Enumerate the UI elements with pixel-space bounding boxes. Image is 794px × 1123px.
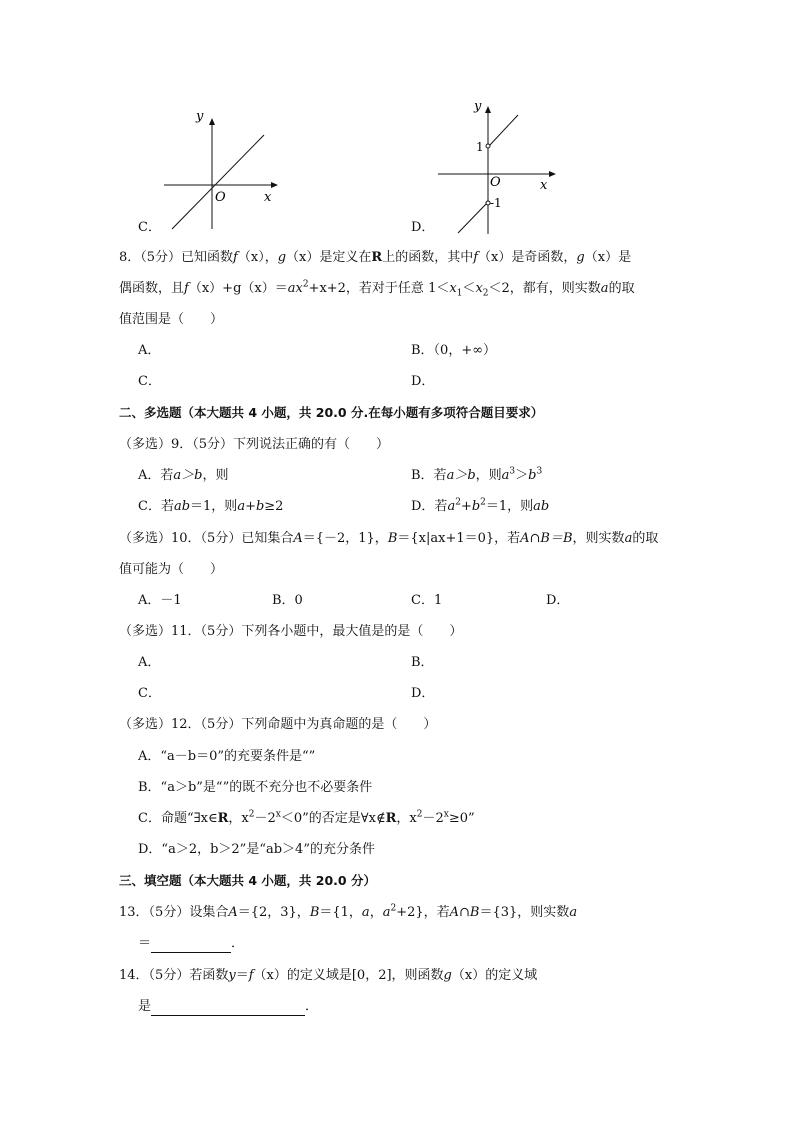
q12-option-c: C．命题“∃x∈R，$x^2-2^x<0$”的否定是∀x∉R，$x^2-2^x\ge 0$” [138,809,475,826]
y-label: y [196,109,204,124]
q9-option-a: A．若a＞b，则 [138,468,229,483]
q10-option-c: C．1 [411,593,443,608]
graph-option-d [434,96,564,236]
q9-option-d: D．若$a^2+b^2=1$，则ab [411,497,550,514]
origin-label: O [215,190,226,205]
tick-label-1: 1 [476,140,484,154]
q10-option-b: B．0 [272,593,303,608]
y-axis-arrow-icon [485,106,491,113]
q8-line3: 值范围是（ ） [119,312,224,327]
q10-line1: （多选）10．（5分）已知集合A＝{－2，1}，B＝{x|ax+1＝0}，若A∩B＝B，则实数a的取 [119,531,659,546]
section-3-heading: 三、填空题（本大题共 4 小题，共 20.0 分） [119,873,376,888]
q11-option-c: C． [138,686,161,701]
graph-upper-branch [489,115,518,146]
q12-option-b: B．“a＞b”是“”的既不充分也不必要条件 [138,780,373,795]
y-axis-arrow-icon [209,118,215,125]
x-label: x [264,190,272,205]
q12-option-a: A．“a－b＝0”的充要条件是“” [138,749,316,764]
q9-stem: （多选）9．（5分）下列说法正确的有（ ） [119,437,390,452]
q9-option-c: C．若ab＝1，则a+b≥2 [138,499,284,514]
q11-option-d: D． [411,686,435,701]
x-label: x [540,178,548,193]
y-label: y [474,99,482,114]
graph-lower-branch [458,203,487,233]
q9-option-b: B．若a＞b，则$a^3>b^3$ [411,466,543,483]
q14-line2: 是 ． [138,999,319,1014]
origin-label: O [490,175,501,190]
q8-option-b: B．（0，+∞） [411,343,497,358]
tick-label-minus1: -1 [490,196,502,210]
q11-option-b: B． [411,655,434,670]
section-2-heading: 二、多选题（本大题共 4 小题，共 20.0 分.在每小题有多项符合题目要求） [119,405,544,420]
q11-stem: （多选）11．（5分）下列各小题中，最大值是的是（ ） [119,624,463,639]
q8-option-d: D． [411,374,435,389]
q11-option-a: A． [138,655,161,670]
graph-option-c [160,105,285,235]
q8-option-a: A． [138,343,161,358]
q13-line2: ＝ ． [138,936,245,951]
q8-option-c: C． [138,374,161,389]
open-point-upper [486,144,490,148]
q14-answer-blank[interactable] [151,1001,305,1016]
q8-line2: 偶函数，且$f(x)+g(x)=ax^2+x+2$，若对于任意 $1<x_1<x_2<2$，都有，则实数a的取 [119,279,635,299]
q14-line1: 14．（5分）若函数y＝f（x）的定义域是[0，2]，则函数g（x）的定义域 [119,968,538,983]
option-d-label: D． [411,220,435,235]
q8-line1: 8．（5分）已知函数f（x），g（x）是定义在R上的函数，其中f（x）是奇函数，g（x）是 [119,250,632,265]
x-axis-arrow-icon [549,171,556,177]
q12-stem: （多选）12．（5分）下列命题中为真命题的是（ ） [119,717,437,732]
option-c-label: C． [138,220,161,235]
q13-line1: 13．（5分）设集合A＝{2，3}，B＝{1，a，$a^2+2$}，若A∩B＝{3}，则实数a [119,903,578,920]
x-axis-arrow-icon [271,182,278,188]
q10-option-d: D． [546,593,570,608]
q10-line2: 值可能为（ ） [119,562,224,577]
q13-answer-blank[interactable] [151,938,231,953]
q12-option-d: D．“a＞2，b＞2”是“ab＞4”的充分条件 [138,842,375,857]
graph-line [172,135,264,229]
q10-option-a: A．－1 [138,593,182,608]
